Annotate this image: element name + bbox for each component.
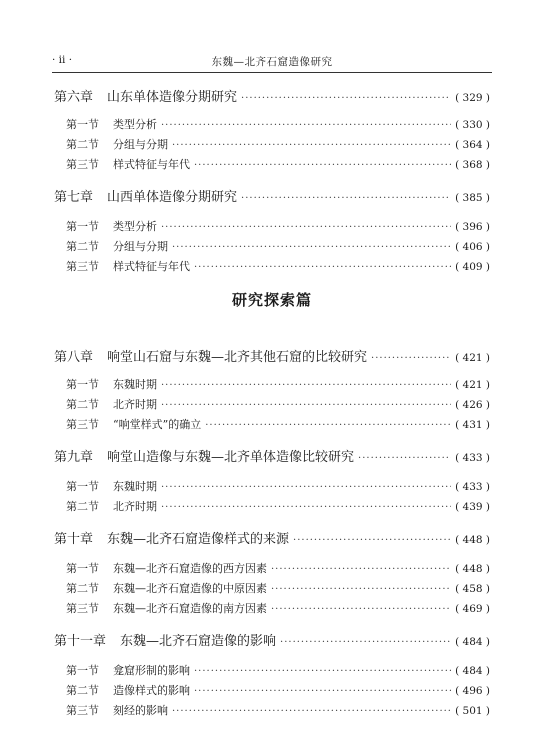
page-reference: ( 364 ) bbox=[455, 139, 490, 151]
section-number: 第二节 bbox=[66, 398, 99, 411]
chapter-number: 第十一章 bbox=[54, 634, 107, 649]
section-title: 类型分析 bbox=[113, 118, 157, 131]
toc-section-entry[interactable] bbox=[54, 136, 490, 152]
section-title: 东魏—北齐石窟造像的西方因素 bbox=[113, 562, 267, 575]
chapter-number: 第九章 bbox=[54, 450, 94, 465]
chapter-title: 山东单体造像分期研究 bbox=[107, 90, 238, 105]
section-title: 样式特征与年代 bbox=[113, 158, 190, 171]
page-reference: ( 458 ) bbox=[455, 583, 490, 595]
section-number: 第二节 bbox=[66, 582, 99, 595]
toc-section-entry[interactable] bbox=[54, 560, 490, 576]
section-number: 第三节 bbox=[66, 260, 99, 273]
dot-leader bbox=[194, 160, 451, 171]
dot-leader bbox=[172, 706, 451, 717]
chapter-number: 第八章 bbox=[54, 350, 94, 365]
toc-section-entry[interactable] bbox=[54, 702, 490, 718]
header-page-number: · ii · bbox=[52, 54, 73, 66]
page-reference: ( 484 ) bbox=[455, 636, 490, 648]
chapter-title: 东魏—北齐石窟造像的影响 bbox=[120, 634, 277, 649]
section-title: 东魏—北齐石窟造像的南方因素 bbox=[113, 602, 267, 615]
dot-leader bbox=[271, 604, 451, 615]
section-number: 第三节 bbox=[66, 704, 99, 717]
dot-leader bbox=[161, 400, 451, 411]
section-number: 第一节 bbox=[66, 220, 99, 233]
toc-chapter-entry[interactable] bbox=[54, 346, 490, 365]
toc-section-entry[interactable] bbox=[54, 238, 490, 254]
dot-leader bbox=[371, 353, 451, 364]
toc-section-entry[interactable] bbox=[54, 218, 490, 234]
page-reference: ( 396 ) bbox=[455, 221, 490, 233]
page-reference: ( 426 ) bbox=[455, 399, 490, 411]
chapter-title: 山西单体造像分期研究 bbox=[107, 190, 238, 205]
section-title: 北齐时期 bbox=[113, 500, 157, 513]
page-reference: ( 448 ) bbox=[455, 563, 490, 575]
section-title: 分组与分期 bbox=[113, 240, 168, 253]
section-number: 第三节 bbox=[66, 602, 99, 615]
dot-leader bbox=[271, 584, 451, 595]
page-reference: ( 496 ) bbox=[455, 685, 490, 697]
section-number: 第二节 bbox=[66, 500, 99, 513]
section-number: 第一节 bbox=[66, 480, 99, 493]
page-reference: ( 501 ) bbox=[455, 705, 490, 717]
chapter-title: 响堂山造像与东魏—北齐单体造像比较研究 bbox=[107, 450, 355, 465]
page-reference: ( 368 ) bbox=[455, 159, 490, 171]
dot-leader bbox=[161, 120, 451, 131]
toc-chapter-entry[interactable] bbox=[54, 446, 490, 465]
dot-leader bbox=[161, 380, 451, 391]
toc-section-entry[interactable] bbox=[54, 116, 490, 132]
toc-section-entry[interactable] bbox=[54, 156, 490, 172]
page-reference: ( 421 ) bbox=[455, 352, 490, 364]
page-reference: ( 433 ) bbox=[455, 452, 490, 464]
chapter-number: 第七章 bbox=[54, 190, 94, 205]
section-title: 造像样式的影响 bbox=[113, 684, 190, 697]
dot-leader bbox=[205, 420, 451, 431]
toc-section-entry[interactable] bbox=[54, 416, 490, 432]
page-reference: ( 433 ) bbox=[455, 481, 490, 493]
chapter-title: 响堂山石窟与东魏—北齐其他石窟的比较研究 bbox=[107, 350, 368, 365]
section-title: 东魏时期 bbox=[113, 378, 157, 391]
dot-leader bbox=[194, 262, 451, 273]
dot-leader bbox=[161, 222, 451, 233]
chapter-number: 第六章 bbox=[54, 90, 94, 105]
section-number: 第二节 bbox=[66, 684, 99, 697]
page-reference: ( 329 ) bbox=[455, 92, 490, 104]
page-reference: ( 469 ) bbox=[455, 603, 490, 615]
section-title: 分组与分期 bbox=[113, 138, 168, 151]
page-reference: ( 330 ) bbox=[455, 119, 490, 131]
dot-leader bbox=[194, 686, 451, 697]
toc-section-entry[interactable] bbox=[54, 662, 490, 678]
part-title: 研究探索篇 bbox=[231, 291, 312, 309]
page-reference: ( 406 ) bbox=[455, 241, 490, 253]
dot-leader bbox=[172, 140, 451, 151]
dot-leader bbox=[280, 637, 451, 648]
section-title: 东魏—北齐石窟造像的中原因素 bbox=[113, 582, 267, 595]
toc-section-entry[interactable] bbox=[54, 478, 490, 494]
section-number: 第一节 bbox=[66, 378, 99, 391]
dot-leader bbox=[161, 502, 451, 513]
toc-chapter-entry[interactable] bbox=[54, 528, 490, 547]
section-title: 龛窟形制的影响 bbox=[113, 664, 190, 677]
section-number: 第三节 bbox=[66, 158, 99, 171]
page-reference: ( 421 ) bbox=[455, 379, 490, 391]
section-number: 第一节 bbox=[66, 118, 99, 131]
dot-leader bbox=[194, 666, 451, 677]
dot-leader bbox=[271, 564, 451, 575]
toc-section-entry[interactable] bbox=[54, 682, 490, 698]
dot-leader bbox=[161, 482, 451, 493]
section-number: 第一节 bbox=[66, 562, 99, 575]
section-title: 北齐时期 bbox=[113, 398, 157, 411]
toc-chapter-entry[interactable] bbox=[54, 86, 490, 105]
dot-leader bbox=[172, 242, 451, 253]
page-reference: ( 431 ) bbox=[455, 419, 490, 431]
section-number: 第一节 bbox=[66, 664, 99, 677]
section-title: 东魏时期 bbox=[113, 480, 157, 493]
toc-section-entry[interactable] bbox=[54, 396, 490, 412]
toc-section-entry[interactable] bbox=[54, 258, 490, 274]
chapter-number: 第十章 bbox=[54, 532, 94, 547]
toc-section-entry[interactable] bbox=[54, 498, 490, 514]
page-reference: ( 409 ) bbox=[455, 261, 490, 273]
section-title: 刻经的影响 bbox=[113, 704, 168, 717]
toc-chapter-entry[interactable] bbox=[54, 630, 490, 649]
page-reference: ( 448 ) bbox=[455, 534, 490, 546]
toc-section-entry[interactable] bbox=[54, 580, 490, 596]
page-reference: ( 439 ) bbox=[455, 501, 490, 513]
header-book-title: 东魏—北齐石窟造像研究 bbox=[211, 56, 333, 68]
dot-leader bbox=[241, 193, 451, 204]
dot-leader bbox=[293, 535, 451, 546]
toc-section-entry[interactable] bbox=[54, 376, 490, 392]
page-reference: ( 484 ) bbox=[455, 665, 490, 677]
section-number: 第二节 bbox=[66, 240, 99, 253]
section-title: 类型分析 bbox=[113, 220, 157, 233]
chapter-title: 东魏—北齐石窟造像样式的来源 bbox=[107, 532, 290, 547]
dot-leader bbox=[241, 93, 451, 104]
table-of-contents bbox=[54, 0, 490, 756]
page-reference: ( 385 ) bbox=[455, 192, 490, 204]
toc-chapter-entry[interactable] bbox=[54, 186, 490, 205]
section-number: 第二节 bbox=[66, 138, 99, 151]
section-title: “响堂样式”的确立 bbox=[113, 418, 202, 431]
section-number: 第三节 bbox=[66, 418, 99, 431]
toc-section-entry[interactable] bbox=[54, 600, 490, 616]
dot-leader bbox=[358, 453, 451, 464]
section-title: 样式特征与年代 bbox=[113, 260, 190, 273]
